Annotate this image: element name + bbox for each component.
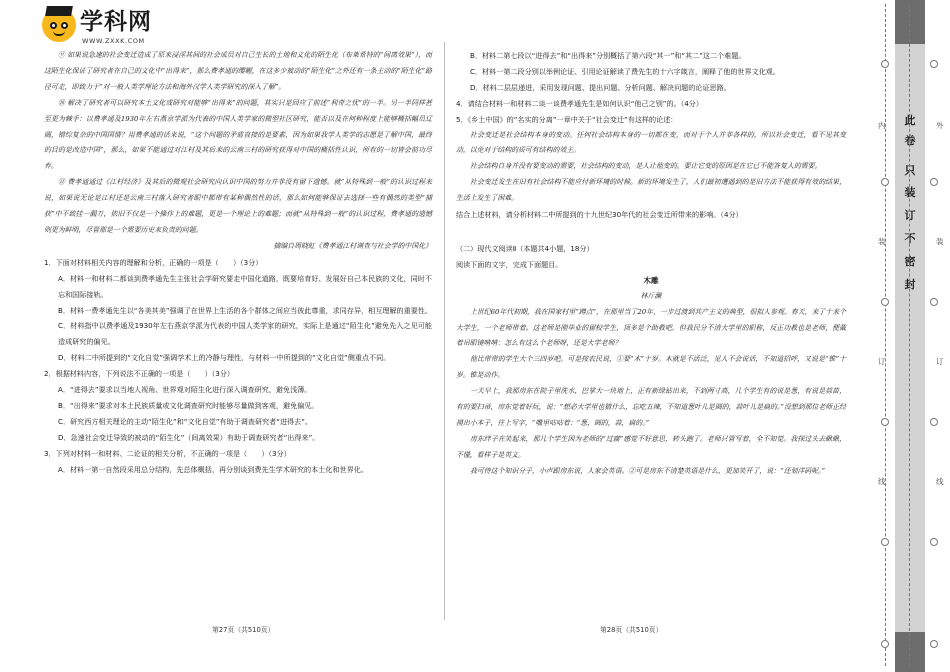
seal-char: 不: [904, 232, 916, 245]
q1-option-c: C．材料指中以费孝通及1930年左右燕京学派为代表的中国人类学家的研究，实际上是通过“陌生化”避免先入之见可能造成研究的偏见。: [58, 321, 432, 347]
story-title: 木雕: [643, 275, 659, 285]
page-number-right: 第28页（共510页）: [600, 626, 663, 634]
seal-char: 密: [904, 255, 916, 268]
paragraph-9: ⑨ 如果说急速的社会变迁造成了原来浸淫其间的社会成员对自己生长的土地和文化的陌生化（布莱希特的“间离效果”），而这陌生化保证了研究者在自己的文化中“出得来”，那么费孝通的缨幄，在这多少被动的“陌生化”之外还有一条主动的“陌生化”路径可走，即致力于“对一般人类学理论方法和海外汉学人类学研究的深入了解”。: [44, 51, 432, 91]
q5-ask: 结合上述材料，请分析材料二中所提到的十九世纪30年代的社会变迁所带来的影响。（4分）: [456, 210, 743, 220]
story-paragraph-3: 一天早上，我那房东在院子里洗水，巴掌大一块地上，正有新绿钻出来，不到两寸高，几个学生有的说是葱，有说是蒜苗，有的要扫帚，房东觉着好玩，说：“想必大学里也猜什么，忘吃五辣，不知道葱叶儿是圆的，蒜叶儿是扁的。”没想到那位老师正经摸出小本子，往上写字，“嘴里咕咕着：“葱，圆的，蒜，扁的。”: [456, 387, 846, 427]
q2-option-b: B．“出得来”要求对本土民族质量或文化调查研究时能够尽量做到客观，避免偏见。: [58, 400, 319, 410]
paragraph-11: ⑪ 费孝通通过《江村经济》及其后的微观社会研究向认识中国的努力并非没有留下遗憾。就“从特殊到一般”的认识过程来说，如果说无论是江村还是云南三村落入研究者眼中都带有某种偶然性的话，那么如何能够保证去选择一些有偶然的类型“捕获”中不致挂一漏万，依旧不仅是一个操作上的难题，更是一个理论上的难题；而就“从特殊到一般”的认识过程，费孝通的遗憾则更为鲜明，尽管那是一个需要历史来负责的问题。: [44, 178, 432, 234]
seal-band: [895, 0, 925, 672]
outer-binding-line: [909, 4, 910, 666]
binding-hole: [881, 60, 889, 68]
binding-hole: [881, 298, 889, 306]
seal-char: 此: [904, 114, 916, 127]
q5-quote-1: 社会变迁是社会结构本身的变动。任何社会结构本身的一切都在变，而对于个人并非各样的，所以社会变迁，看不见其变动，以免对于结构的质可有结构的效主。: [456, 130, 846, 155]
q3-option-c: C．材料一第二段分别以举例论证、引用论证解读了费先生的十六字箴言，阐释了他的世界文化观。: [470, 66, 780, 76]
section-2-intro: 阅读下面的文字，完成下面题目。: [456, 259, 563, 269]
question-1-stem: 1．下面对材料相关内容的理解和分析，正确的一项是（ ）（3分）: [44, 257, 263, 267]
seal-char: 订: [904, 209, 916, 222]
question-4: 4．请结合材料一和材料二谈一谈费孝通先生是如何认识“他己之别”的。（4分）: [456, 98, 703, 108]
question-2-stem: 2．根据材料内容，下列说法不正确的一项是（ ）（3分）: [44, 369, 234, 379]
question-5-stem: 5．《乡土中国》的“名实的分离”一章中关于“社会变迁”有这样的论述：: [456, 114, 678, 124]
outer-label: 线: [936, 477, 944, 486]
seal-char: 卷: [904, 134, 916, 147]
binding-hole: [930, 418, 938, 426]
source-citation: 摘编自周晓虹《费孝通江村调查与社会学的中国化》: [273, 241, 432, 250]
q2-option-c: C．研究西方相关理论的主动“陌生化”和“文化自觉”有助于调查研究者“进得去”。: [58, 416, 313, 426]
graduation-cap-icon: [45, 6, 73, 16]
logo-name: 学科网: [80, 9, 152, 35]
outer-label: 装: [936, 237, 944, 246]
binding-hole: [930, 298, 938, 306]
column-divider: [444, 42, 445, 620]
binding-hole: [930, 178, 938, 186]
right-column: [456, 48, 846, 480]
binding-hole: [881, 418, 889, 426]
binding-hole: [930, 640, 938, 648]
logo-site: WWW.ZXXK.COM: [82, 37, 145, 45]
binding-hole: [881, 640, 889, 648]
inner-binding-line: [885, 4, 886, 666]
page-number-left: 第27页（共510页）: [212, 626, 275, 634]
inner-label: 线: [878, 477, 886, 486]
story-author: 林斤澜: [640, 291, 662, 300]
site-logo: [42, 8, 162, 50]
outer-label: 外: [936, 121, 944, 130]
seal-char: 装: [904, 186, 916, 199]
binding-hole: [881, 178, 889, 186]
section-2-header: （二）现代文阅读Ⅱ（本题共4小题，18分）: [456, 243, 594, 253]
seal-char: 只: [904, 164, 916, 177]
paragraph-10: ⑩ 解决了研究者可以研究本土文化或研究对能够“出得来”的问题，其实只是回应了前述“利奇之忧”的一半。另一半同样甚至更为棘手：以费孝通及1930年左右燕京学派为代表的中国人类学家的微型社区研究，能否以及在何种程度上能够概括幅员辽阔，错综复杂的中国国情？用费孝通的话来说，“这个问题的矛盾直接的是要素，因为如果我学人类学的志愿是了解中国，最终的目的是改造中国”，那么，如果不能通过对江村及其后来的云南三村的研究获得对中国的概括性认识，所有的一切皆会前功尽弃。: [44, 98, 432, 171]
q1-option-b: B．材料一费孝通先生以“各美其美”强调了在世界上生活的各个群体之间应当彼此尊重，求同存异，相互理解的重要性。: [58, 305, 432, 315]
q2-option-a: A．“进得去”要求以当地人视角、世界观对陌生化进行深入调查研究，避免浅薄。: [58, 385, 312, 395]
question-3-stem: 3．下列对材料一和材料、二论证的相关分析，不正确的一项是（ ）（3分）: [44, 448, 291, 458]
story-paragraph-1: 上世纪60年代初期，我在国家村里“蹲点”，在那里当了20年，一步过渡到共产主义的典型，很拟人参观。春天，来了十来个大学生，一个老师带着。这老师是刚毕业的留校学生，顶多是个助教吧。但我民分不清大学里的职称，反正功教也是老师，便戴着吊眼镜啃啃：怎么有这么个老师呀，还是大学老师？: [456, 307, 846, 348]
q3-option-a: A．材料一第一自然段采用总分结构，先总体概括，再分别谈到费先生学术研究的本土化和世界化。: [58, 464, 368, 474]
binding-hole: [930, 60, 938, 68]
q5-quote-3: 社会变迁发生在旧有社会结构不能应付新环境的时候。新的环境发生了，人们最初遭遇到的是旧方法不能获得有效的结果，生活上发生了困难。: [456, 178, 846, 203]
q1-option-d: D．材料二中所提到的“文化自觉”强调学术上的冷静与理性，与材料一中所提到的“文化自觉”侧重点不同。: [58, 353, 391, 363]
seal-char: 封: [904, 278, 916, 291]
left-column: [44, 48, 432, 477]
inner-label: 订: [878, 357, 886, 366]
story-paragraph-4: 房东绊子在笑起来，那几个学生因为老师的“过腐”感觉不好意思，转头跑了。老师只管写着，全不知觉。我探过头去瞅瞅，不懂，看样子是英文。: [456, 434, 846, 459]
story-paragraph-5: 我可侍这个知识分子，小声跟房东说，人家会英语。②可是房东不清楚英语是什么，更加笑开了，说：“还划洋码呢。”: [470, 466, 826, 475]
binding-hole: [881, 538, 889, 546]
inner-label: 装: [878, 237, 886, 246]
q2-option-d: D．急速社会变迁导致的被动的“陌生化”（间离效果）有助于调查研究者“出得来”。: [58, 432, 320, 442]
story-paragraph-2: 他比带带的学生大个三四岁吧。可是按农民说，①要“木”十岁。木就是不活泛，见人不会说话，不知道招呼，又说是“锥”十岁。锥是动作。: [456, 355, 846, 380]
outer-label: 订: [936, 357, 944, 366]
q5-quote-2: 社会结构自身并没有要变动的需要，社会结构的变动，是人让他变的。要让它变的原因是在它已不能答复人的需要。: [470, 162, 822, 171]
inner-label: 内: [878, 121, 886, 130]
q1-option-a: A．材料一和材料二都谈到费孝通先生主张社会学研究要走中国化道路，既要培育好、发展好自己本民族的文化，同时不忘和国际接轨。: [58, 273, 432, 299]
binding-hole: [930, 538, 938, 546]
q3-option-d: D．材料二层层递进，采用发现问题、提出问题、分析问题、解决问题的论证思路。: [470, 82, 731, 92]
q3-option-b: B．材料二第七段以“进得去”和“出得来”分别概括了第六段“其一”和“其二”这二个难题。: [470, 51, 746, 60]
